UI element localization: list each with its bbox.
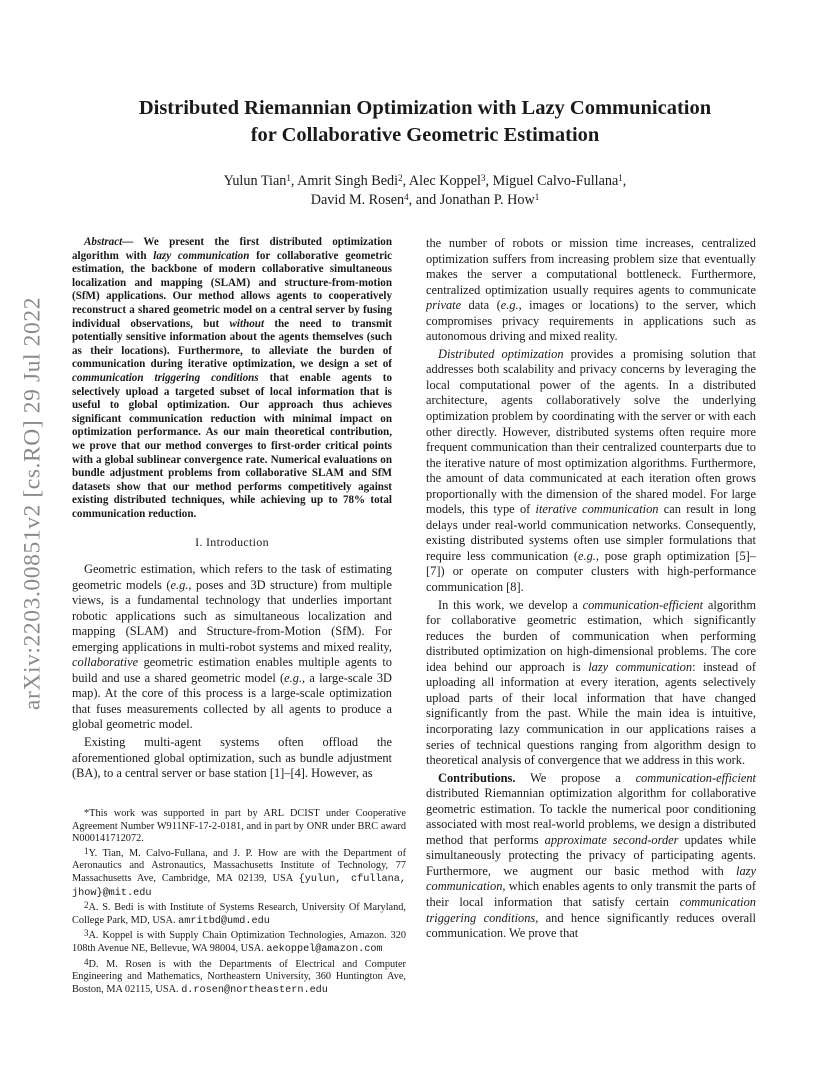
paragraph-text: : instead of uploading all information at every iteration, agents selectively upload parts of their local information that have changed significantly from the past. While the main idea is intuitive, incorporating lazy communication in our applications raises a series of technical questions ranging from algorithm design to theoretical analysis of convergence that we address in this work. xyxy=(426,659,756,768)
abstract-emphasis: lazy communication xyxy=(153,249,250,262)
section-heading: I. Introduction xyxy=(195,535,269,550)
footnote-email: amritbd@umd.edu xyxy=(178,915,270,927)
author-affiliation-mark: 1 xyxy=(618,173,623,183)
title-line-2: for Collaborative Geometric Estimation xyxy=(250,124,600,146)
abstract-text: — We present the first distributed optimization algorithm with xyxy=(72,236,392,262)
abstract-label: Abstract xyxy=(84,236,123,248)
footnote-email: aekoppel@amazon.com xyxy=(266,943,383,955)
paragraph-emphasis: Distributed optimization xyxy=(438,346,564,361)
paragraph-emphasis: iterative communication xyxy=(535,502,659,517)
paragraph-emphasis: e.g. xyxy=(170,577,189,592)
footnote-text: A. S. Bedi is with Institute of Systems Research, University Of Maryland, College Park, MD, USA. xyxy=(72,902,406,926)
author-name: Miguel Calvo-Fullana xyxy=(492,173,619,189)
author-affiliation-mark: 1 xyxy=(286,173,291,183)
paragraph-text: updates while simultaneously protecting the privacy of participating agents. Furthermore, we augment our basic method with xyxy=(426,832,756,878)
right-paragraph-2 xyxy=(426,347,756,596)
footnote-email: d.rosen@northeastern.edu xyxy=(181,984,328,996)
paragraph-emphasis: approximate second-order xyxy=(544,832,679,847)
paragraph-text: , a large-scale 3D map). At the core of this process is a large-scale optimization that fuses measurements collected by all agents to produce a global geometric model. xyxy=(72,670,392,732)
paragraph-text: can result in long delays under real-world communication networks. Consequently, existing distributed systems often use simpler formulations that require less communication ( xyxy=(426,502,757,563)
arxiv-stamp: arXiv:2203.00851v2 [cs.RO] 29 Jul 2022 xyxy=(19,296,46,711)
paragraph-emphasis: collaborative xyxy=(72,655,139,670)
paragraph-text: We propose a xyxy=(515,770,636,785)
abstract xyxy=(72,236,392,521)
abstract-text: that enable agents to selectively upload a targeted subset of local information that is useful to global optimization. Our approach thus achieves significant communication reduction with minimal impact on optimization performance. As our main theoretical contribution, we prove that our method converges to first-order critical points with a global sublinear convergence rate. Numerical evaluations on bundle adjustment problems from collaborative SLAM and SfM datasets show that our method performs competitively against existing distributed techniques, while achieving up to 78% total communication reduction. xyxy=(72,371,392,520)
footnote-affiliation-1 xyxy=(72,845,406,900)
right-column xyxy=(426,236,756,942)
paper-title xyxy=(80,95,770,149)
paragraph-emphasis: e.g. xyxy=(284,670,303,685)
paragraph-text: data ( xyxy=(461,298,501,313)
author-name: and Jonathan P. How xyxy=(415,192,535,208)
abstract-emphasis: without xyxy=(229,317,265,330)
footnote-affiliation-2 xyxy=(72,902,406,928)
footnotes xyxy=(72,808,406,999)
author-list: Yulun Tian$^1$, Amrit Singh Bedi$^2$, Alec Koppel$^3$, Miguel Calvo-Fullana$^1$, David M. Rosen$^4$, and Jonathan P. How$^1$ xyxy=(223,173,627,208)
paragraph-text: , which enables agents to only transmit the parts of their local information that satisfy certain xyxy=(426,879,756,909)
paragraph-emphasis: communication triggering conditions xyxy=(426,894,756,925)
author-name: David M. Rosen xyxy=(310,192,405,208)
paragraph-text: , poses and 3D structure) from multiple views, is a fundamental technology that underlies important robotic applications such as simultaneous localization and mapping (SLAM) and Structure-from-Motion (SfM). For emerging applications in multi-robot systems and mixed reality, xyxy=(72,577,392,654)
author-name: Yulun Tian xyxy=(223,173,287,189)
footnote-funding: *This work was supported in part by ARL DCIST under Cooperative Agreement Number W911NF-17-2-0181, and in part by ONR under BRC award N000141712072. xyxy=(72,808,406,845)
abstract-text: for collaborative geometric estimation, the backbone of modern collaborative simultaneous localization and mapping (SLAM) and structure-from-motion (SfM) applications. Our method allows agents to cooperatively reconstruct a shared geometric model on a central server by fusing individual observations, but xyxy=(72,249,393,330)
paragraph-emphasis: lazy communication xyxy=(588,659,693,674)
right-paragraph-1 xyxy=(426,236,756,345)
paragraph-text: , images or locations) to the server, which compromises privacy requirements in applications such as autonomous driving and mixed reality. xyxy=(426,298,756,344)
footnote-mark: 3 xyxy=(84,928,89,939)
intro-paragraph-1 xyxy=(72,562,392,733)
footnote-text: Y. Tian, M. Calvo-Fullana, and J. P. How are with the Department of Aeronautics and Astronautics, Massachusetts Institute of Technology, 77 Massachusetts Ave, Cambridge, MA 02139, USA xyxy=(72,847,406,884)
intro-paragraph-2: Existing multi-agent systems often offload the aforementioned global optimization, such as bundle adjustment (BA), to a central server or base station [1]–[4]. However, as xyxy=(72,735,392,781)
paragraph-text: , and hence significantly reduces overall communication. We prove that xyxy=(426,910,757,941)
paragraph-emphasis: e.g. xyxy=(500,298,519,313)
footnote-text: D. M. Rosen is with the Departments of Electrical and Computer Engineering and Mathematics, Northeastern University, 360 Huntington Ave, Boston, MA 02115, USA. xyxy=(72,958,406,995)
paragraph-text: Geometric estimation, which refers to the task of estimating geometric models ( xyxy=(72,562,392,592)
right-paragraph-contributions xyxy=(426,771,756,942)
right-paragraph-3 xyxy=(426,598,756,769)
footnote-mark: 1 xyxy=(84,845,89,856)
footnote-text: A. Koppel is with Supply Chain Optimization Technologies, Amazon. 320 108th Avenue NE, Bellevue, WA 98004, USA. xyxy=(72,930,406,954)
author-name: Alec Koppel xyxy=(408,173,481,189)
paragraph-emphasis: private xyxy=(426,298,462,313)
footnote-mark: 4 xyxy=(84,956,89,967)
paragraph-text: In this work, we develop a xyxy=(438,597,583,612)
paragraph-text: distributed Riemannian optimization algorithm for collaborative geometric estimation. To tackle the numerical poor conditioning associated with most real-world problems, we design a distributed method that performs xyxy=(426,786,756,847)
paragraph-text: algorithm for collaborative geometric estimation, which significantly reduces the burden of communication when performing distributed optimization on high-dimensional problems. The core idea behind our approach is xyxy=(426,597,756,674)
paragraph-text: provides a promising solution that addresses both scalability and privacy concerns by leveraging the local computational power of the agents. In a distributed architecture, agents collaboratively solve the underlying optimization problem by coordinating with the server or with each other directly. However, distributed systems often require more frequent communication than their centralized counterparts due to the iterative nature of most optimization algorithms. Furthermore, the amount of data communicated at each iteration often grows proportionally with the dimension of the shared model. For large models, this type of xyxy=(426,346,756,517)
abstract-emphasis: communication triggering conditions xyxy=(72,371,259,384)
paragraph-text: the number of robots or mission time increases, centralized optimization suffers from increasing problem size that eventually makes the server a computational bottleneck. Furthermore, centralized optimization usually requires agents to communicate xyxy=(426,236,756,297)
footnote-affiliation-3 xyxy=(72,930,406,956)
paragraph-emphasis: e.g. xyxy=(578,548,596,563)
left-column xyxy=(72,236,392,782)
footnote-affiliation-4 xyxy=(72,956,406,998)
paragraph-text: , pose graph optimization [5]–[7]) or operate on computer clusters with high-performance communication [8]. xyxy=(426,548,757,595)
author-affiliation-mark: 2 xyxy=(398,173,403,183)
author-name: Amrit Singh Bedi xyxy=(297,173,399,189)
paragraph-emphasis: lazy communication xyxy=(426,863,756,894)
author-affiliation-mark: 3 xyxy=(480,173,486,183)
footnote-email: {yulun, cfullana, jhow}@mit.edu xyxy=(72,873,406,899)
footnote-mark: 2 xyxy=(84,900,89,911)
author-affiliation-mark: 1 xyxy=(534,192,540,202)
paragraph-text: geometric estimation enables multiple agents to build and use a shared geometric model ( xyxy=(72,655,392,685)
contributions-label: Contributions. xyxy=(438,770,516,785)
title-line-1: Distributed Riemannian Optimization with Lazy Communication xyxy=(138,97,712,119)
abstract-text: the need to transmit potentially sensitive information about the agents themselves (such as their locations). Furthermore, to alleviate the burden of communication during iterative optimization, we design a set of xyxy=(72,317,393,371)
paragraph-emphasis: communication-efficient xyxy=(582,597,704,612)
paragraph-emphasis: communication-efficient xyxy=(635,770,756,785)
author-affiliation-mark: 4 xyxy=(404,192,409,202)
